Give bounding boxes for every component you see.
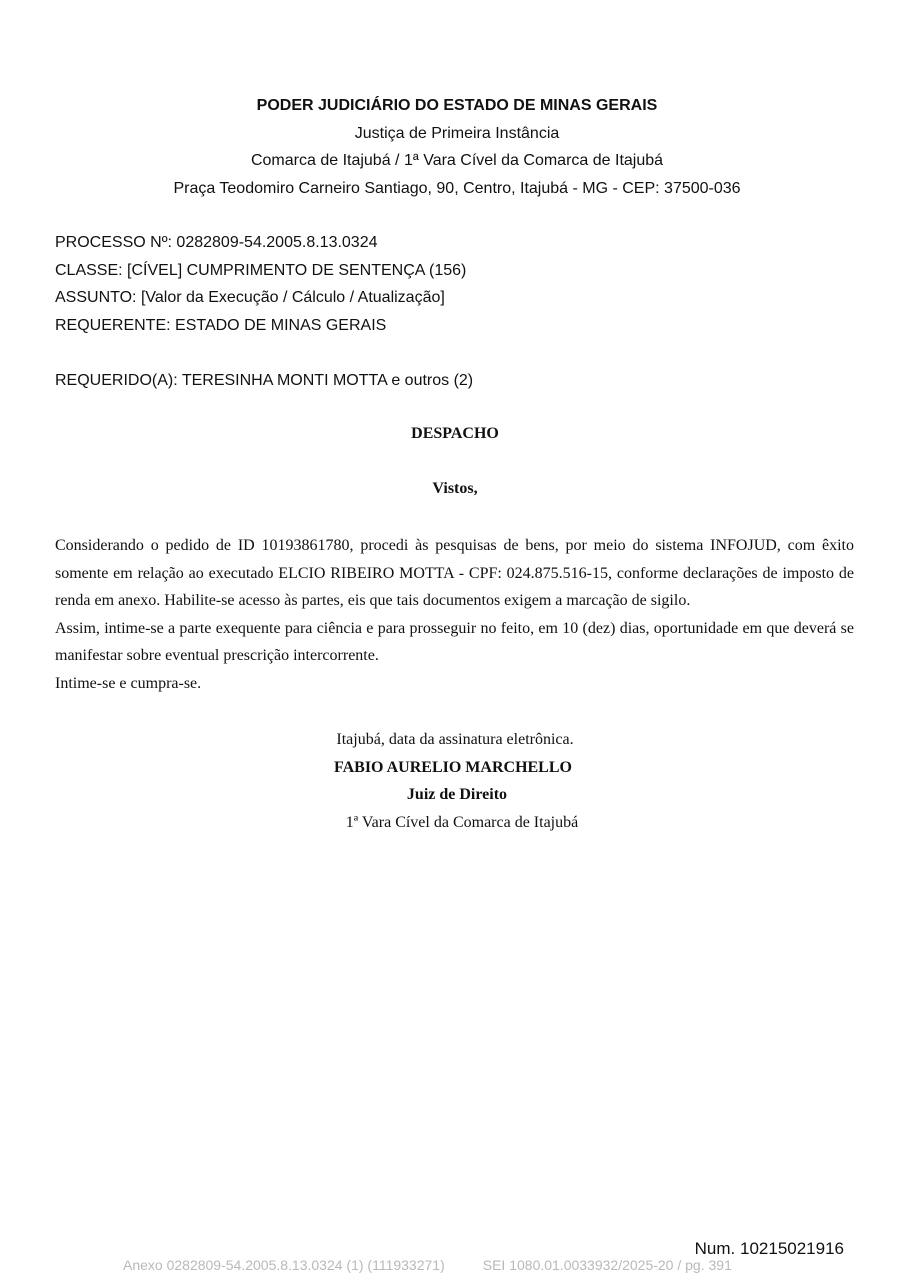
case-assunto: ASSUNTO: [Valor da Execução / Cálculo / Atualização]	[55, 289, 445, 306]
court-name: PODER JUDICIÁRIO DO ESTADO DE MINAS GERAIS	[256, 97, 658, 114]
spacer	[55, 339, 473, 367]
signature-role: Juiz de Direito	[406, 786, 508, 803]
case-requerido: REQUERIDO(A): TERESINHA MONTI MOTTA e outros (2)	[55, 371, 474, 389]
body-paragraph: Assim, intime-se a parte exequente para ciência e para prosseguir no feito, em 10 (dez) dias, oportunidade em que deverá se manifestar sobre eventual prescrição intercorrente.	[55, 619, 854, 664]
signature-block	[0, 726, 910, 836]
signature-place-date: Itajubá, data da assinatura eletrônica.	[336, 731, 574, 748]
signature-name: FABIO AURELIO MARCHELLO	[334, 758, 572, 776]
case-info	[55, 229, 473, 394]
court-address: Praça Teodomiro Carneiro Santiago, 90, Centro, Itajubá - MG - CEP: 37500-036	[173, 179, 741, 197]
court-instance: Justiça de Primeira Instância	[354, 124, 560, 142]
document-number: Num. 10215021916	[694, 1239, 844, 1258]
court-comarca: Comarca de Itajubá / 1ª Vara Cível da Comarca de Itajubá	[250, 152, 664, 169]
document-title: DESPACHO	[411, 425, 499, 442]
page-stamp	[123, 1257, 732, 1273]
case-processo: PROCESSO Nº: 0282809-54.2005.8.13.0324	[55, 234, 378, 251]
document-greeting: Vistos,	[432, 480, 478, 497]
stamp-sei: SEI 1080.01.0033932/2025-20 / pg. 391	[482, 1257, 732, 1273]
stamp-annex: Anexo 0282809-54.2005.8.13.0324 (1) (111933271)	[123, 1257, 445, 1273]
document-header	[0, 92, 910, 202]
signature-court: 1ª Vara Cível da Comarca de Itajubá	[345, 813, 579, 831]
case-requerente: REQUERENTE: ESTADO DE MINAS GERAIS	[55, 316, 387, 334]
document-body	[55, 532, 854, 697]
body-paragraph: Considerando o pedido de ID 10193861780, procedi às pesquisas de bens, por meio do sistema INFOJUD, com êxito somente em relação ao executado ELCIO RIBEIRO MOTTA - CPF: 024.875.516-15, conforme declarações de imposto de renda em anexo. Habilite-se acesso às partes, eis que tais documentos exigem a marcação de sigilo.	[55, 537, 854, 609]
body-paragraph: Intime-se e cumpra-se.	[55, 674, 202, 692]
case-classe: CLASSE: [CÍVEL] CUMPRIMENTO DE SENTENÇA (156)	[55, 261, 467, 279]
